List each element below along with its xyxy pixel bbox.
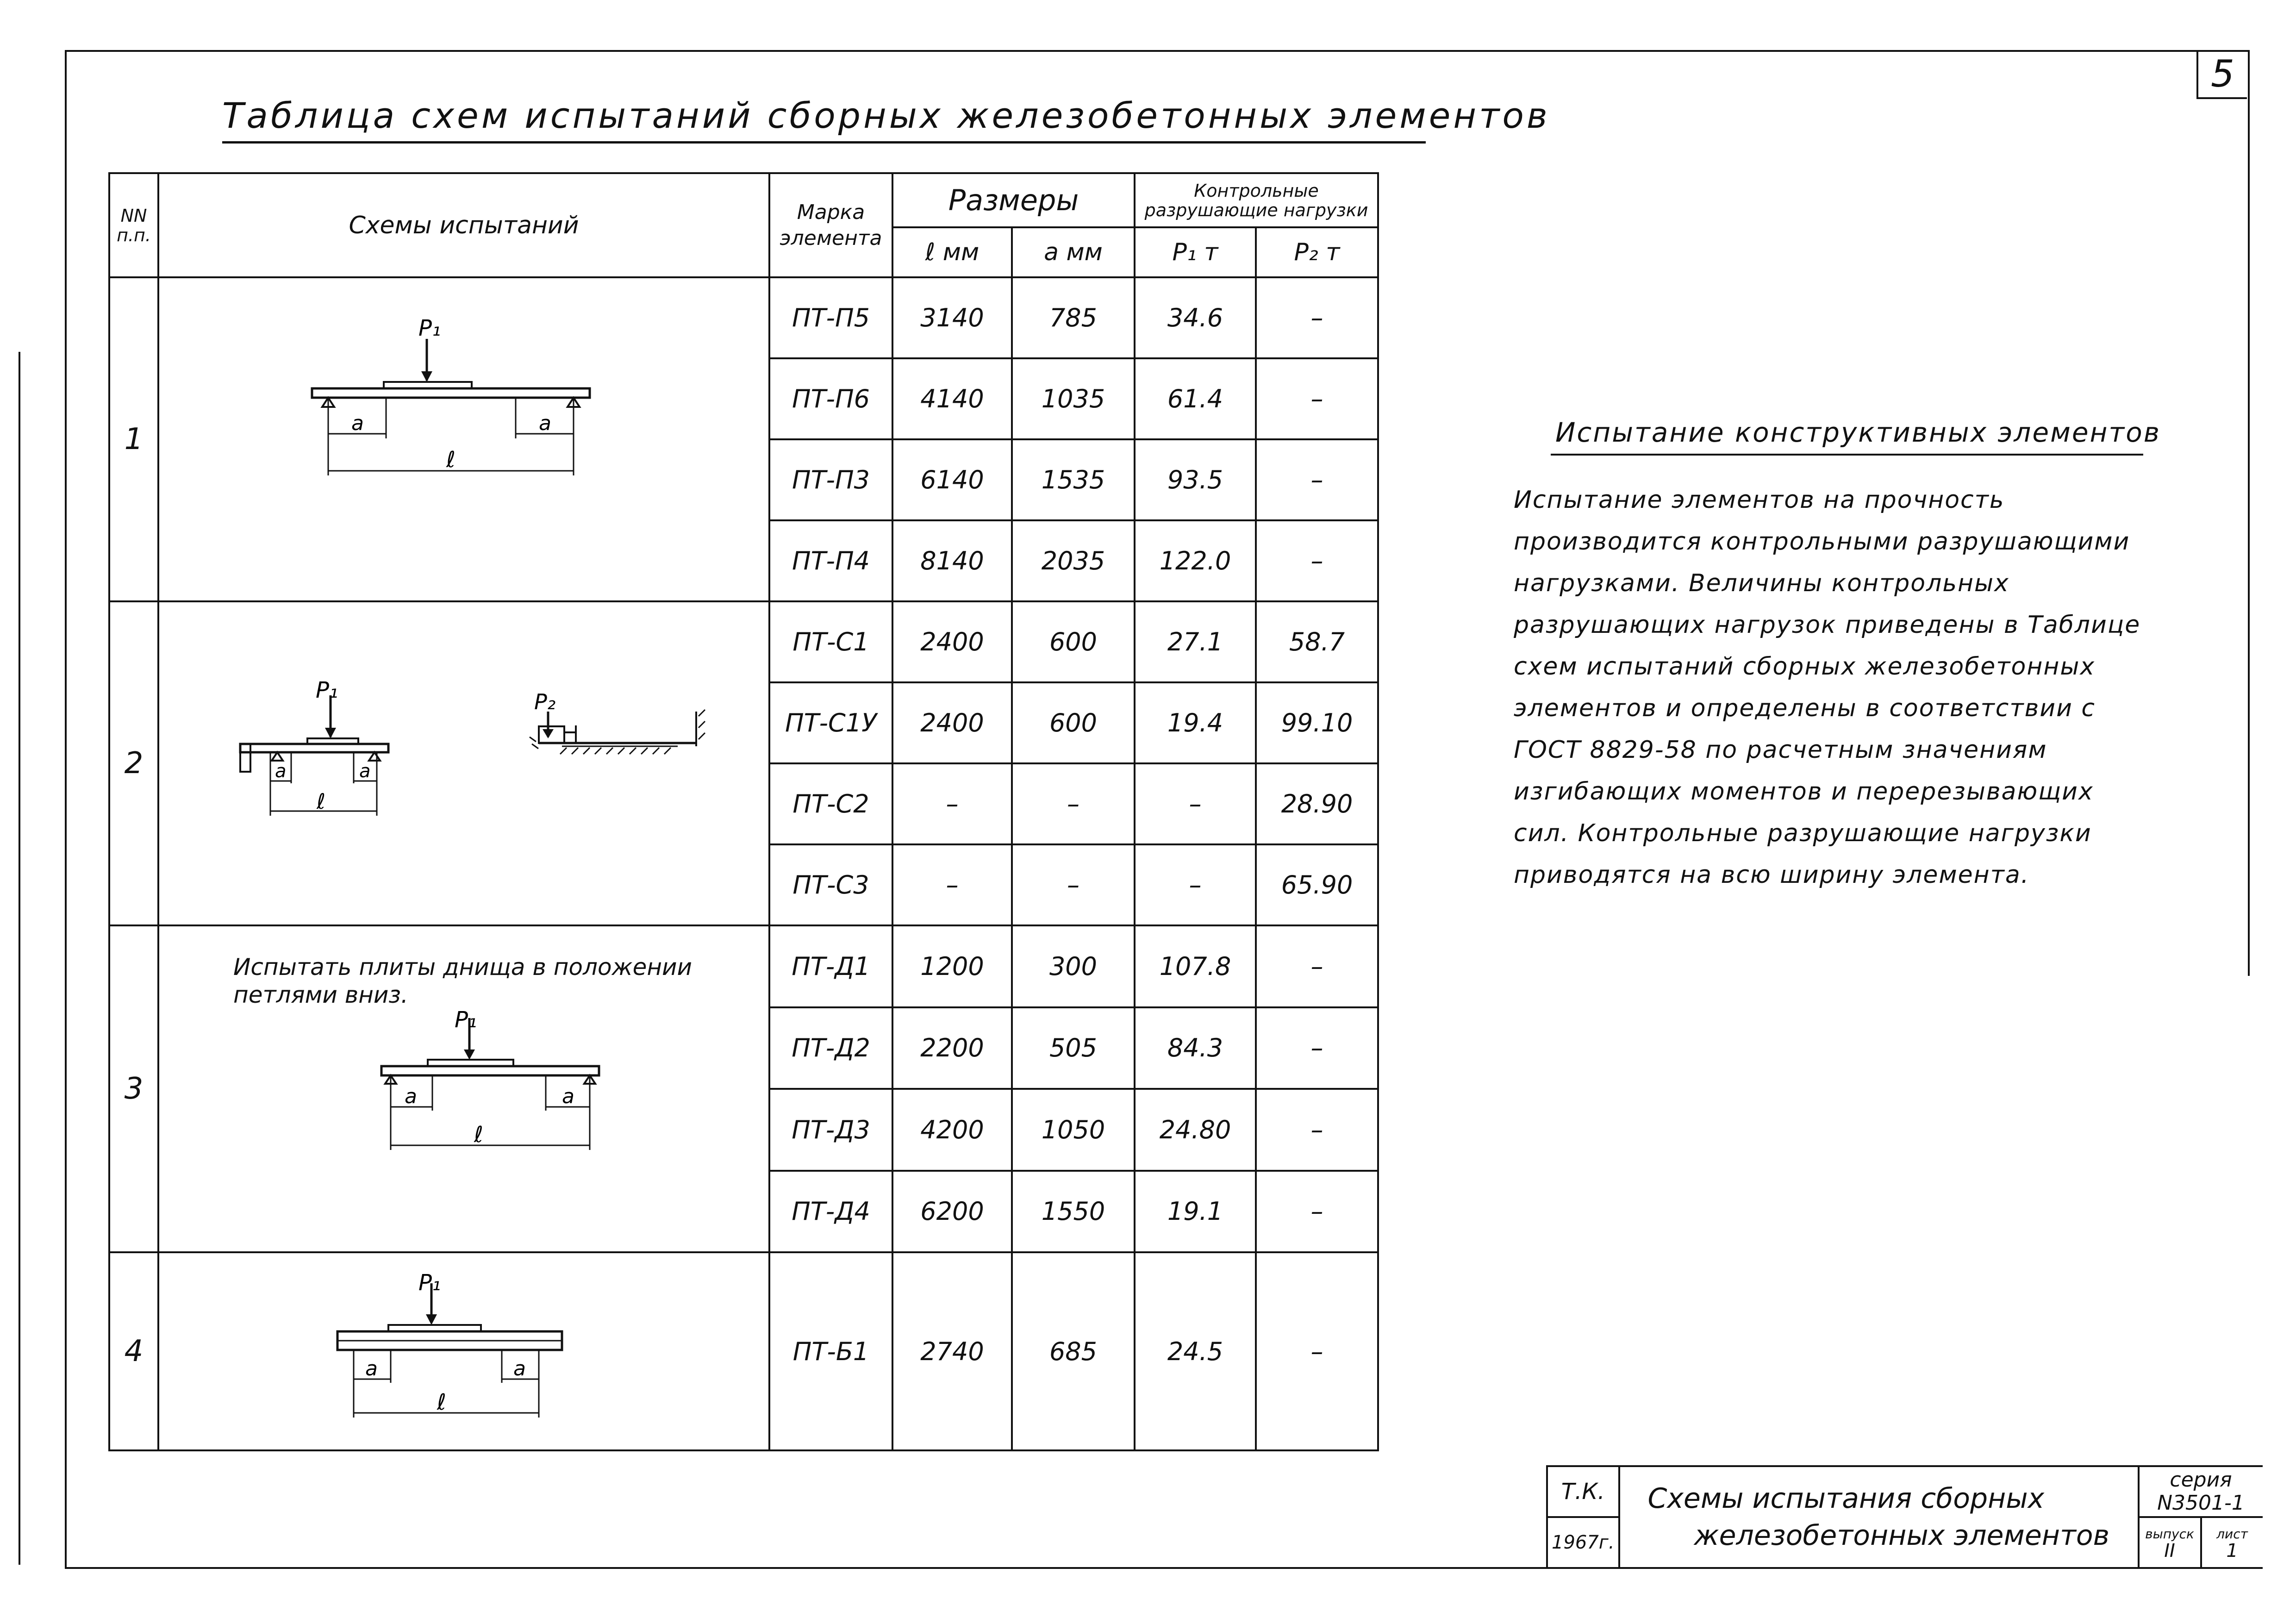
- cell-a: 1050: [1012, 1089, 1135, 1171]
- cell-mark: ПТ-Д3: [769, 1089, 892, 1171]
- group-number: 4: [109, 1252, 158, 1450]
- stamp-title: [1619, 1466, 2139, 1568]
- cell-mark: ПТ-П5: [769, 277, 892, 358]
- side-note-title: Испытание конструктивных элементов: [1555, 417, 2161, 448]
- cell-p1: 93.5: [1135, 439, 1256, 520]
- stamp-series: [2139, 1466, 2263, 1517]
- cell-p1: 24.80: [1135, 1089, 1256, 1171]
- cell-p2: –: [1256, 1171, 1378, 1253]
- cell-p1: 19.1: [1135, 1171, 1256, 1253]
- cell-p2: 65.90: [1256, 844, 1378, 925]
- dim-l: ℓ: [317, 789, 326, 814]
- cell-l: 4200: [892, 1089, 1012, 1171]
- cell-l: 2200: [892, 1007, 1012, 1089]
- cell-p1: 122.0: [1135, 520, 1256, 601]
- table-row: [109, 925, 1378, 1007]
- cell-p1: 107.8: [1135, 925, 1256, 1007]
- frame-right: [2248, 50, 2250, 976]
- scheme-4-diagram: [159, 1253, 768, 1448]
- cell-p2: 99.10: [1256, 682, 1378, 763]
- cell-mark: ПТ-П6: [769, 358, 892, 439]
- header-schemes: Схемы испытаний: [158, 173, 769, 277]
- cell-p1: 61.4: [1135, 358, 1256, 439]
- cell-a: 1035: [1012, 358, 1135, 439]
- cell-a: 600: [1012, 601, 1135, 682]
- cell-a: 300: [1012, 925, 1135, 1007]
- cell-a: 1535: [1012, 439, 1135, 520]
- header-sizes: Размеры: [892, 173, 1135, 227]
- stamp-org: Т.К.: [1547, 1466, 1619, 1517]
- scheme-2-diagram: [159, 605, 768, 920]
- cell-p2: –: [1256, 1007, 1378, 1089]
- cell-l: 2400: [892, 682, 1012, 763]
- table-row: [109, 601, 1378, 682]
- cell-p2: –: [1256, 439, 1378, 520]
- cell-mark: ПТ-С2: [769, 763, 892, 844]
- stamp-title-line2: железобетонных элементов: [1694, 1519, 2109, 1552]
- stamp-title-line1: Схемы испытания сборных: [1647, 1482, 2045, 1515]
- dim-a-right: a: [359, 761, 371, 782]
- dim-l: ℓ: [474, 1122, 483, 1148]
- cell-mark: ПТ-Д2: [769, 1007, 892, 1089]
- cell-p1: –: [1135, 844, 1256, 925]
- dim-a-left: a: [275, 761, 287, 782]
- load-p1-label: P₁: [316, 677, 338, 703]
- dim-a-left: a: [365, 1357, 378, 1380]
- cell-l: –: [892, 844, 1012, 925]
- cell-p1: 34.6: [1135, 277, 1256, 358]
- stamp-sheet-label: лист: [2216, 1526, 2248, 1542]
- stamp-issue-label: выпуск: [2145, 1526, 2194, 1542]
- table-row: [109, 1252, 1378, 1450]
- cell-p2: 28.90: [1256, 763, 1378, 844]
- scheme-4-cell: [158, 1252, 769, 1450]
- left-binding-strip: [19, 352, 20, 1565]
- cell-mark: ПТ-С1У: [769, 682, 892, 763]
- cell-a: –: [1012, 844, 1135, 925]
- cell-l: 8140: [892, 520, 1012, 601]
- scheme-1-cell: [158, 277, 769, 601]
- title-underline: [222, 141, 1426, 144]
- dim-a-right: a: [513, 1357, 526, 1380]
- cell-p2: –: [1256, 520, 1378, 601]
- header-a-mm: a мм: [1012, 227, 1135, 277]
- load-p1-label: P₁: [455, 1009, 477, 1033]
- side-note-underline: [1551, 454, 2143, 456]
- cell-l: 3140: [892, 277, 1012, 358]
- header-p1: P₁ т: [1135, 227, 1256, 277]
- dim-a-left: a: [351, 412, 364, 435]
- cell-mark: ПТ-Д1: [769, 925, 892, 1007]
- cell-mark: ПТ-П4: [769, 520, 892, 601]
- header-p2: P₂ т: [1256, 227, 1378, 277]
- title-block: [1546, 1465, 2263, 1569]
- cell-p2: –: [1256, 277, 1378, 358]
- scheme-2-cell: [158, 601, 769, 925]
- cell-a: 685: [1012, 1252, 1135, 1450]
- load-p1-label: P₁: [418, 1270, 441, 1296]
- load-p1-label: P₁: [418, 315, 441, 341]
- header-num: NN п.п.: [109, 173, 158, 277]
- stamp-issue: [2139, 1517, 2201, 1568]
- dim-a-right: a: [539, 412, 551, 435]
- dim-l: ℓ: [446, 447, 455, 473]
- header-l-mm: ℓ мм: [892, 227, 1012, 277]
- frame-left: [65, 50, 67, 1568]
- cell-mark: ПТ-С3: [769, 844, 892, 925]
- scheme-3-note: Испытать плиты днища в положении петлями вниз.: [233, 954, 693, 1008]
- cell-mark: ПТ-Б1: [769, 1252, 892, 1450]
- stamp-year: 1967г.: [1547, 1517, 1619, 1568]
- load-p2-label: P₂: [534, 689, 556, 714]
- side-note-body: Испытание элементов на прочность производится контрольными разрушающими нагрузками. Величины контрольных разрушающих нагрузок приведены в Таблице схем испытаний сборных железобетонных элементов и определены в соответствии с ГОСТ 8829-58 по расчетным значениям изгибающих моментов и перерезывающих сил. Контрольные разрушающие нагрузки приводятся на всю ширину элемента.: [1514, 486, 2141, 889]
- cell-l: 1200: [892, 925, 1012, 1007]
- dim-l: ℓ: [437, 1389, 446, 1415]
- table-row: [109, 277, 1378, 358]
- stamp-sheet: [2201, 1517, 2263, 1568]
- scheme-1-diagram: [159, 281, 768, 596]
- cell-p2: –: [1256, 358, 1378, 439]
- group-number: 3: [109, 925, 158, 1252]
- stamp-sheet-value: 1: [2226, 1540, 2238, 1562]
- cell-p2: –: [1256, 925, 1378, 1007]
- cell-mark: ПТ-П3: [769, 439, 892, 520]
- stamp-series-label: серия: [2170, 1468, 2232, 1492]
- stamp-issue-value: II: [2164, 1540, 2175, 1562]
- cell-l: 2740: [892, 1252, 1012, 1450]
- cell-a: 1550: [1012, 1171, 1135, 1253]
- cell-p2: –: [1256, 1089, 1378, 1171]
- cell-a: 2035: [1012, 520, 1135, 601]
- cell-p2: 58.7: [1256, 601, 1378, 682]
- cell-p1: –: [1135, 763, 1256, 844]
- cell-a: 785: [1012, 277, 1135, 358]
- cell-p1: 27.1: [1135, 601, 1256, 682]
- cell-mark: ПТ-Д4: [769, 1171, 892, 1253]
- cell-p1: 24.5: [1135, 1252, 1256, 1450]
- cell-a: 505: [1012, 1007, 1135, 1089]
- dim-a-right: a: [562, 1085, 574, 1108]
- scheme-3-cell: [158, 925, 769, 1252]
- cell-l: 2400: [892, 601, 1012, 682]
- header-loads: Контрольные разрушающие нагрузки: [1135, 173, 1378, 227]
- group-number: 2: [109, 601, 158, 925]
- dim-a-left: a: [405, 1085, 417, 1108]
- cell-mark: ПТ-С1: [769, 601, 892, 682]
- cell-p1: 19.4: [1135, 682, 1256, 763]
- cell-a: 600: [1012, 682, 1135, 763]
- cell-l: –: [892, 763, 1012, 844]
- cell-l: 6200: [892, 1171, 1012, 1253]
- cell-a: –: [1012, 763, 1135, 844]
- page-number: 5: [2196, 51, 2247, 99]
- cell-p1: 84.3: [1135, 1007, 1256, 1089]
- cell-p2: –: [1256, 1252, 1378, 1450]
- group-number: 1: [109, 277, 158, 601]
- frame-top: [65, 50, 2250, 52]
- scheme-3-diagram: [159, 1009, 768, 1249]
- cell-l: 4140: [892, 358, 1012, 439]
- page-title: Таблица схем испытаний сборных железобетонных элементов: [222, 95, 1550, 136]
- cell-l: 6140: [892, 439, 1012, 520]
- test-schemes-table: [108, 172, 1379, 1451]
- stamp-series-value: N3501-1: [2157, 1491, 2245, 1515]
- header-mark: Марка элемента: [769, 173, 892, 277]
